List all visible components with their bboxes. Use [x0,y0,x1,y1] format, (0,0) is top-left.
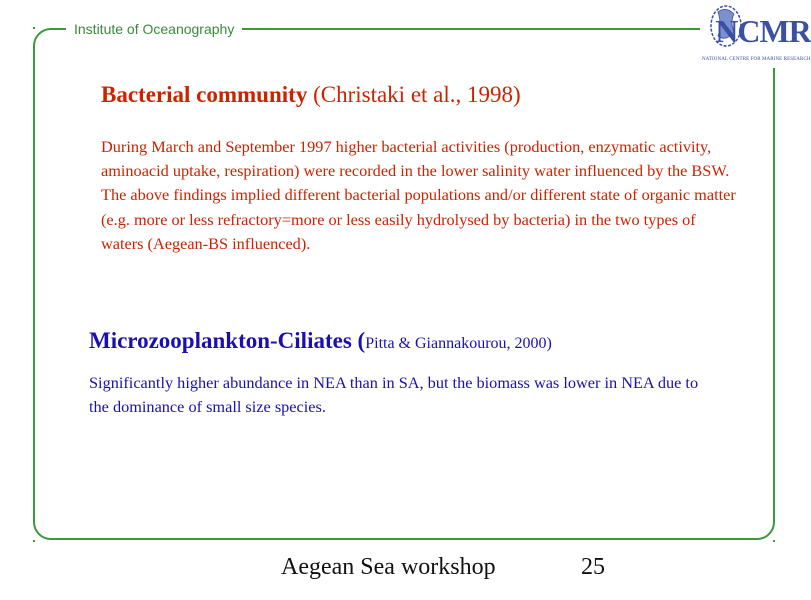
section1-paragraph2: The above findings implied different bacterial populations and/or different state of organic matter (e.g. more or less refractory=more or less easily hydrolysed by bacteria) in the two types of waters (Aegean-BS influenced). [101,185,736,253]
corner-dot [773,540,775,542]
section2-title-bold: Microzooplankton-Ciliates [89,328,352,353]
section2-title-citation: Pitta & Giannakourou, 2000) [365,335,552,352]
institute-label: Institute of Oceanography [66,18,242,40]
logo-text: NCMR [715,13,811,49]
corner-dot [33,27,35,29]
section1-title-citation: (Christaki et al., 1998) [307,82,521,107]
section2-title [89,328,552,354]
page-number: 25 [581,554,605,580]
section1-body [101,135,741,256]
footer-title: Aegean Sea workshop [281,554,496,580]
section1-paragraph1: During March and September 1997 higher bacterial activities (production, enzymatic activity, aminoacid uptake, respiration) were recorded in the lower salinity water influenced by the BSW. [101,137,730,181]
logo-caption: NATIONAL CENTRE FOR MARINE RESEARCH [702,57,811,62]
section2-title-paren: ( [351,328,366,353]
corner-dot [33,540,35,542]
section2-body: Significantly higher abundance in NEA than in SA, but the biomass was lower in NEA due to the dominance of small size species. [89,373,699,416]
section1-title [101,82,521,108]
section1-title-bold: Bacterial community [101,82,308,107]
ncmr-logo-icon [700,0,811,58]
